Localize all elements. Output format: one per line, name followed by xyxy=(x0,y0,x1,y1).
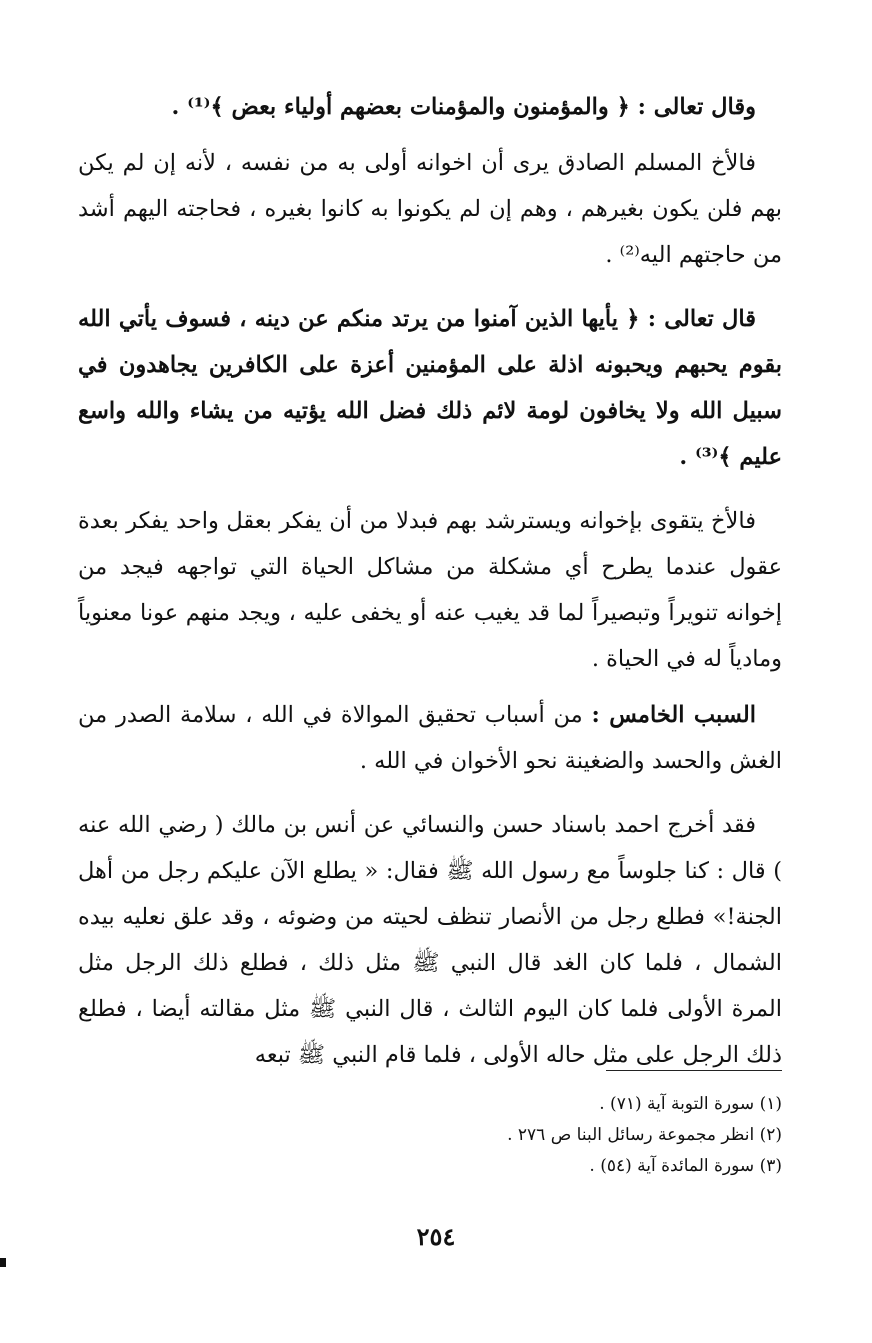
body-paragraph-2 xyxy=(78,498,782,682)
body-paragraph-4 xyxy=(78,802,782,1078)
page-number: ٢٥٤ xyxy=(416,1222,456,1251)
verse-text-1: وقال تعالى : ﴿ والمؤمنون والمؤمنات بعضهم أولياء بعض ﴾⁽¹⁾ . xyxy=(171,94,756,120)
body-text-1: فالأخ المسلم الصادق يرى أن اخوانه أولى به من نفسه ، لأنه إن لم يكن بهم فلن يكون بغيرهم ، وهم إن لم يكونوا به كانوا بغيره ، فحاجته اليهم أشد من حاجتهم اليه⁽²⁾ . xyxy=(78,150,782,268)
body-paragraph-1 xyxy=(78,140,782,278)
verse-text-2: قال تعالى : ﴿ يأيها الذين آمنوا من يرتد منكم عن دينه ، فسوف يأتي الله بقوم يحبهم ويحبونه اذلة على المؤمنين أعزة على الكافرين يجاهدون في سبيل الله ولا يخافون لومة لائم ذلك فضل الله يؤتيه من يشاء والله واسع عليم ﴾⁽³⁾ . xyxy=(78,306,782,470)
page-body xyxy=(78,84,782,1078)
scan-mark xyxy=(0,1258,6,1267)
section-lead: السبب الخامس : xyxy=(591,702,756,728)
body-paragraph-3 xyxy=(78,692,782,784)
footnote-divider xyxy=(606,1070,782,1071)
verse-paragraph-2 xyxy=(78,296,782,480)
verse-paragraph-1 xyxy=(78,84,782,130)
body-text-4: فقد أخرج احمد باسناد حسن والنسائي عن أنس بن مالك ( رضي الله عنه ) قال : كنا جلوساً مع رسول الله ﷺ فقال: « يطلع الآن عليكم رجل من أهل الجنة!» فطلع رجل من الأنصار تنظف لحيته من وضوئه ، وقد علق نعليه بيده الشمال ، فلما كان الغد قال النبي ﷺ مثل ذلك ، فطلع ذلك الرجل مثل المرة الأولى فلما كان اليوم الثالث ، قال النبي ﷺ مثل مقالته أيضا ، فطلع ذلك الرجل على مثل حاله الأولى ، فلما قام النبي ﷺ تبعه xyxy=(78,812,782,1068)
footnote-2: (٢) انظر مجموعة رسائل البنا ص ٢٧٦ . xyxy=(507,1125,782,1145)
body-text-3: من أسباب تحقيق الموالاة في الله ، سلامة الصدر من الغش والحسد والضغينة نحو الأخوان في الله . xyxy=(78,702,782,774)
footnote-3: (٣) سورة المائدة آية (٥٤) . xyxy=(589,1156,782,1176)
body-text-2: فالأخ يتقوى بإخوانه ويسترشد بهم فبدلا من أن يفكر بعقل واحد يفكر بعدة عقول عندما يطرح أي مشكلة من مشاكل الحياة التي تواجهه فيجد من إخوانه تنويراً وتبصيراً لما قد يغيب عنه أو يخفى عليه ، ويجد منهم عونا معنوياً ومادياً له في الحياة . xyxy=(78,508,782,672)
footnotes xyxy=(78,1070,782,1182)
footnote-1: (١) سورة التوبة آية (٧١) . xyxy=(599,1094,782,1114)
